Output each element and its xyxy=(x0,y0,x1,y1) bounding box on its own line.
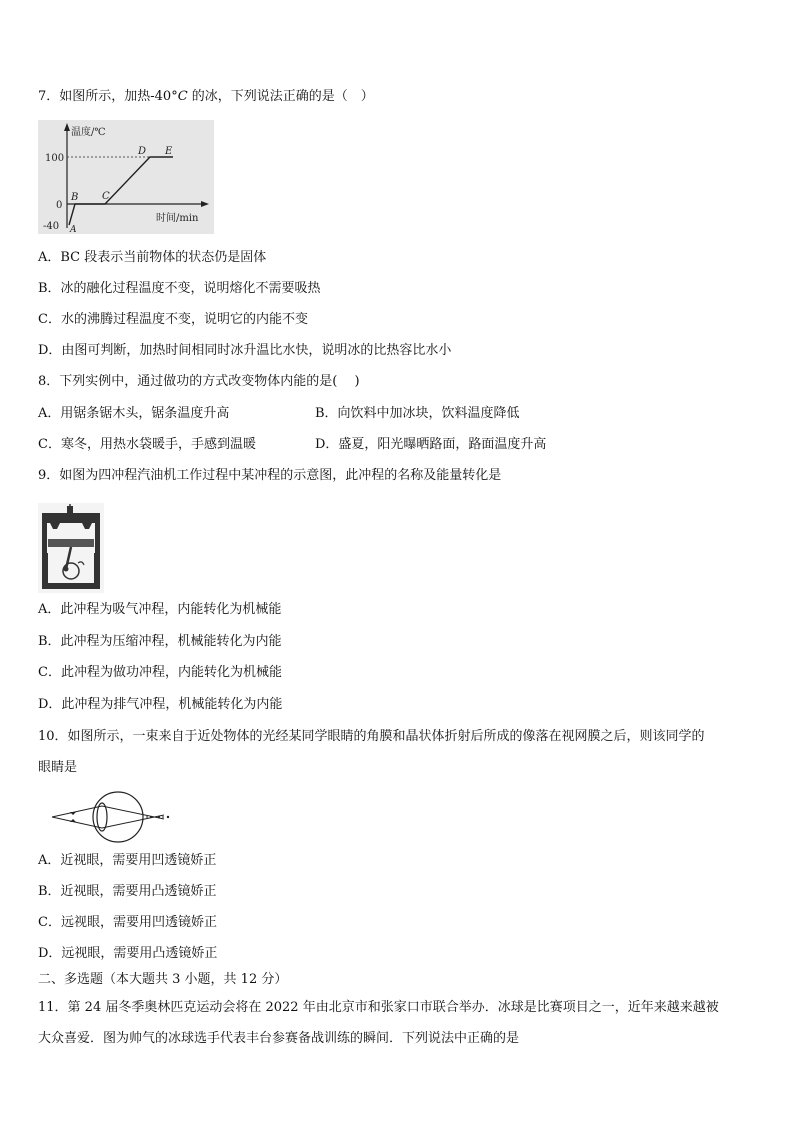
graph-xlabel: 时间/min xyxy=(156,213,199,224)
q8-option-d[interactable]: D．盛夏，阳光曝晒路面，路面温度升高 xyxy=(315,437,547,452)
q10-stem-line1: 10．如图所示，一束来自于近处物体的光经某同学眼睛的角膜和晶状体折射后所成的像落在视网膜之后，则该同学的 xyxy=(38,729,705,744)
point-label-c: C xyxy=(102,191,110,202)
q9-option-c[interactable]: C．此冲程为做功冲程，内能转化为机械能 xyxy=(38,665,282,680)
y-axis-arrow xyxy=(64,123,70,131)
q7-option-c[interactable]: C．水的沸腾过程温度不变，说明它的内能不变 xyxy=(38,312,308,327)
spark-plug-icon xyxy=(67,506,73,515)
image-point xyxy=(167,816,169,818)
point-label-b: B xyxy=(71,192,79,203)
q8-option-c[interactable]: C．寒冬，用热水袋暖手，手感到温暖 xyxy=(38,437,256,452)
q10-option-a[interactable]: A．近视眼，需要用凹透镜娇正 xyxy=(38,853,217,868)
q7-option-d[interactable]: D．由图可判断，加热时间相同时冰升温比水快，说明冰的比热容比水小 xyxy=(38,343,452,358)
q8-stem: 8．下列实例中，通过做功的方式改变物体内能的是( ) xyxy=(38,374,360,389)
tick-0: 0 xyxy=(56,200,63,211)
q11-stem-line2: 大众喜爱．图为帅气的冰球选手代表丰台参赛备战训练的瞬间．下列说法中正确的是 xyxy=(38,1031,520,1046)
q11-stem-line1: 11．第 24 届冬季奥林匹克运动会将在 2022 年由北京市和张家口市联合举办．冰球是比赛项目之一，近年来越来越被 xyxy=(38,1000,719,1015)
q7-stem-text-end: 的冰，下列说法正确的是（ ） xyxy=(187,89,374,104)
q10-stem-line2: 眼睛是 xyxy=(38,760,78,775)
light-ray-upper xyxy=(52,806,102,817)
q10-eye-diagram xyxy=(48,789,174,845)
eyeball-icon xyxy=(93,792,143,842)
q7-stem-text: 7．如图所示，加热-40 xyxy=(38,89,172,104)
q7-option-b[interactable]: B．冰的融化过程温度不变，说明熔化不需要吸热 xyxy=(38,281,321,296)
q10-option-b[interactable]: B．近视眼，需要用凸透镜娇正 xyxy=(38,884,217,899)
q9-option-a[interactable]: A．此冲程为吸气冲程，内能转化为机械能 xyxy=(38,602,282,617)
q9-option-d[interactable]: D．此冲程为排气冲程，机械能转化为内能 xyxy=(38,697,283,712)
q7-stem xyxy=(38,89,374,105)
section2-title: 二、多选题（本大题共 3 小题，共 12 分） xyxy=(38,972,288,987)
q8-option-a[interactable]: A．用锯条锯木头，锯条温度升高 xyxy=(38,406,230,421)
point-label-e: E xyxy=(165,146,173,157)
q9-stem: 9．如图为四冲程汽油机工作过程中某冲程的示意图，此冲程的名称及能量转化是 xyxy=(38,468,502,483)
graph-ylabel: 温度/℃ xyxy=(71,127,106,138)
piston-icon xyxy=(48,539,94,547)
q10-option-d[interactable]: D．远视眼，需要用凸透镜娇正 xyxy=(38,946,218,961)
q10-option-c[interactable]: C．远视眼，需要用凹透镜娇正 xyxy=(38,915,217,930)
tick-neg40: -40 xyxy=(43,221,60,232)
q7-stem-unit: °C xyxy=(171,89,188,104)
q7-option-a[interactable]: A．BC 段表示当前物体的状态仍是固体 xyxy=(38,250,267,265)
q8-option-b[interactable]: B．向饮料中加冰块，饮料温度降低 xyxy=(315,406,520,421)
q9-option-b[interactable]: B．此冲程为压缩冲程，机械能转化为内能 xyxy=(38,634,282,649)
tick-100: 100 xyxy=(45,153,65,164)
q9-engine-cylinder-diagram xyxy=(38,503,104,593)
light-ray-lower xyxy=(52,817,102,828)
x-axis-arrow xyxy=(201,201,209,207)
point-label-a: A xyxy=(70,225,77,234)
q7-temperature-time-graph xyxy=(38,120,214,234)
point-label-d: D xyxy=(138,146,147,157)
